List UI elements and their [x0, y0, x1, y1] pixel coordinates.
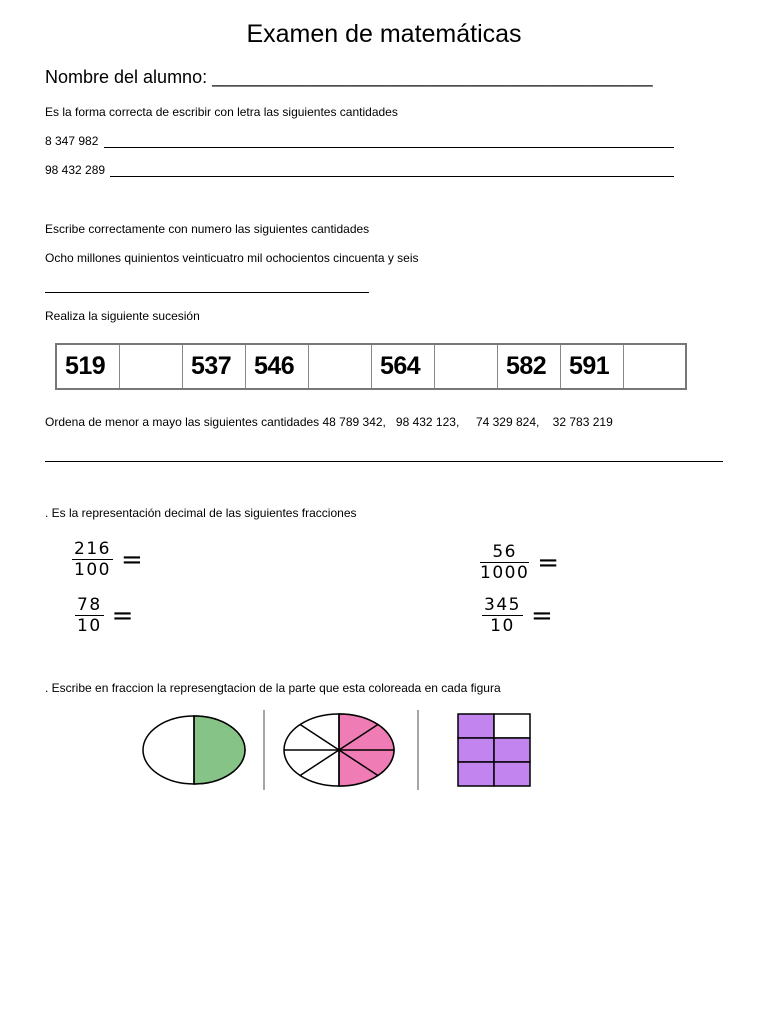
sequence-cell: 591 [561, 345, 624, 388]
square-grid-figure [458, 714, 530, 786]
grid-cell-colored [458, 762, 494, 786]
equals-sign: = [111, 600, 134, 631]
q1-answer-line[interactable] [104, 147, 674, 148]
fraction-78-10 [75, 596, 133, 635]
fraction-denominator: 100 [74, 560, 111, 580]
grid-cell-empty [494, 714, 530, 738]
fraction-345-10 [482, 596, 553, 635]
eighths-circle-figure [284, 714, 394, 786]
q1-item-number: 8 347 982 [45, 134, 99, 148]
sequence-cell: 546 [246, 345, 309, 388]
grid-cell-colored [458, 714, 494, 738]
student-name-label: Nombre del alumno: [45, 67, 208, 87]
fraction-denominator: 1000 [480, 563, 530, 583]
grid-cell-colored [494, 762, 530, 786]
equals-sign: = [530, 600, 553, 631]
fraction-numerator: 56 [492, 542, 517, 562]
equals-sign: = [120, 544, 143, 575]
fraction-figures [118, 710, 558, 792]
fraction-numerator: 216 [74, 539, 111, 559]
sequence-cell: 564 [372, 345, 435, 388]
q1-item-number: 98 432 289 [45, 163, 106, 177]
divider-spokes [284, 714, 394, 786]
half-circle-figure [143, 716, 245, 784]
fraction-numerator: 345 [484, 595, 521, 615]
q2-instruction: Escribe correctamente con numero las siguientes cantidades [45, 222, 370, 236]
page-title: Examen de matemáticas [246, 20, 522, 48]
fraction-56-1000 [480, 543, 559, 582]
student-name-blank[interactable]: ____________________________________________ [212, 67, 653, 87]
sequence-cell[interactable] [309, 345, 372, 388]
fraction-numerator: 78 [77, 595, 102, 615]
fraction-216-100 [72, 540, 143, 579]
q2-text: Ocho millones quinientos veinticuatro mil ochocientos cincuenta y seis [45, 251, 419, 265]
q1-answer-line[interactable] [110, 176, 674, 177]
sequence-cell: 582 [498, 345, 561, 388]
grid-cell-colored [458, 738, 494, 762]
q6-instruction: . Escribe en fraccion la represengtacion de la parte que esta coloreada en cada figura [45, 681, 501, 695]
q5-instruction: . Es la representación decimal de las siguientes fracciones [45, 506, 357, 520]
grid-cell-colored [494, 738, 530, 762]
sequence-cell: 519 [57, 345, 120, 388]
sequence-table [55, 343, 687, 390]
fraction-denominator: 10 [490, 616, 515, 636]
fraction-denominator: 10 [77, 616, 102, 636]
q1-instruction: Es la forma correcta de escribir con letra las siguientes cantidades [45, 105, 398, 119]
sequence-cell[interactable] [624, 345, 685, 388]
sequence-cell[interactable] [435, 345, 498, 388]
colored-part [194, 716, 245, 784]
sequence-cell: 537 [183, 345, 246, 388]
student-name-line [45, 67, 653, 88]
q4-answer-line[interactable] [45, 461, 723, 462]
equals-sign: = [537, 547, 560, 578]
fraction-figures-svg [118, 710, 558, 792]
q2-answer-line[interactable] [45, 292, 369, 293]
q4-instruction: Ordena de menor a mayo las siguientes cantidades 48 789 342, 98 432 123, 74 329 824, 32 783 219 [45, 415, 613, 429]
q3-instruction: Realiza la siguiente sucesión [45, 309, 200, 323]
sequence-cell[interactable] [120, 345, 183, 388]
